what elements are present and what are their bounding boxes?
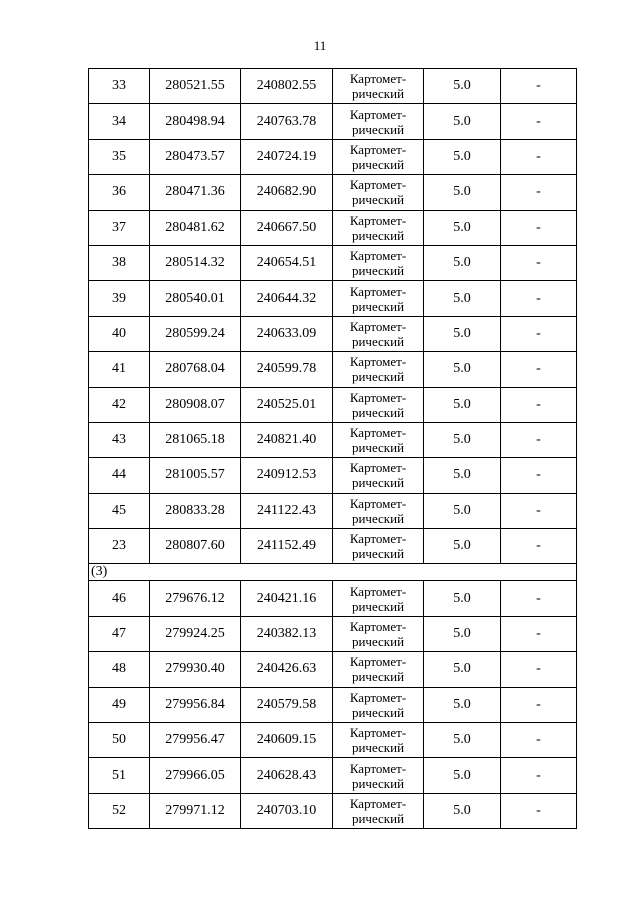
method-line-2: рический (351, 404, 405, 420)
method-line-2: рический (351, 156, 405, 172)
point-number-cell: 37 (89, 210, 150, 245)
table-row (89, 422, 577, 457)
y-coordinate-cell: 240382.13 (241, 616, 333, 651)
table-row (89, 758, 577, 793)
y-coordinate-cell: 240525.01 (241, 387, 333, 422)
point-number-cell: 34 (89, 104, 150, 139)
description-cell: - (501, 758, 577, 793)
description-cell: - (501, 245, 577, 280)
method-line-1: Картомет- (349, 389, 407, 405)
method-line-2: рический (351, 811, 405, 826)
precision-cell: 5.0 (424, 281, 501, 316)
method-line-1: Картомет- (349, 619, 407, 635)
description-cell: - (501, 352, 577, 387)
precision-cell: 5.0 (424, 652, 501, 687)
method-line-2: рический (351, 740, 405, 756)
table-row (89, 529, 577, 564)
table-row (89, 616, 577, 651)
y-coordinate-cell: 240802.55 (241, 69, 333, 104)
point-number-cell: 46 (89, 581, 150, 616)
precision-cell: 5.0 (424, 422, 501, 457)
point-number-cell: 52 (89, 793, 150, 828)
precision-cell: 5.0 (424, 687, 501, 722)
point-number-cell: 40 (89, 316, 150, 351)
point-number-cell: 33 (89, 69, 150, 104)
precision-cell: 5.0 (424, 493, 501, 528)
method-line-1: Картомет- (349, 106, 407, 122)
x-coordinate-cell: 280481.62 (150, 210, 241, 245)
method-cell (333, 210, 424, 245)
method-cell (333, 581, 424, 616)
x-coordinate-cell: 280514.32 (150, 245, 241, 280)
method-line-1: Картомет- (349, 654, 407, 670)
description-cell: - (501, 458, 577, 493)
y-coordinate-cell: 240724.19 (241, 139, 333, 174)
table-row (89, 493, 577, 528)
method-cell (333, 529, 424, 564)
method-line-2: рический (351, 227, 405, 243)
point-number-cell: 38 (89, 245, 150, 280)
method-line-1: Картомет- (349, 354, 407, 370)
method-cell (333, 387, 424, 422)
point-number-cell: 42 (89, 387, 150, 422)
table-row (89, 723, 577, 758)
y-coordinate-cell: 241122.43 (241, 493, 333, 528)
method-cell (333, 758, 424, 793)
point-number-cell: 43 (89, 422, 150, 457)
method-line-2: рический (351, 475, 405, 491)
precision-cell: 5.0 (424, 387, 501, 422)
point-number-cell: 39 (89, 281, 150, 316)
table-row (89, 175, 577, 210)
table-row (89, 687, 577, 722)
table-row (89, 281, 577, 316)
y-coordinate-cell: 240599.78 (241, 352, 333, 387)
method-line-1: Картомет- (349, 212, 407, 228)
precision-cell: 5.0 (424, 581, 501, 616)
method-line-2: рический (351, 598, 405, 614)
group-header-row (89, 564, 577, 581)
precision-cell: 5.0 (424, 175, 501, 210)
y-coordinate-cell: 240644.32 (241, 281, 333, 316)
method-cell (333, 723, 424, 758)
method-cell (333, 422, 424, 457)
method-cell (333, 245, 424, 280)
method-cell (333, 687, 424, 722)
method-cell (333, 352, 424, 387)
point-number-cell: 36 (89, 175, 150, 210)
method-line-2: рический (351, 704, 405, 720)
table-row (89, 316, 577, 351)
table-row (89, 581, 577, 616)
page-number: 11 (313, 38, 327, 53)
table-body-group-b (89, 581, 577, 829)
table-row (89, 139, 577, 174)
y-coordinate-cell: 241152.49 (241, 529, 333, 564)
method-line-1: Картомет- (349, 725, 407, 741)
method-line-1: Картомет- (349, 141, 407, 157)
y-coordinate-cell: 240667.50 (241, 210, 333, 245)
description-cell: - (501, 616, 577, 651)
method-line-1: Картомет- (349, 583, 407, 599)
method-line-2: рический (351, 298, 405, 314)
method-line-1: Картомет- (349, 689, 407, 705)
table-row (89, 793, 577, 828)
method-cell (333, 139, 424, 174)
y-coordinate-cell: 240654.51 (241, 245, 333, 280)
table-row (89, 352, 577, 387)
method-line-1: Картомет- (349, 531, 407, 547)
coordinates-table (88, 68, 577, 829)
method-line-1: Картомет- (349, 460, 407, 476)
x-coordinate-cell: 279930.40 (150, 652, 241, 687)
precision-cell: 5.0 (424, 210, 501, 245)
table-row (89, 210, 577, 245)
y-coordinate-cell: 240421.16 (241, 581, 333, 616)
point-number-cell: 49 (89, 687, 150, 722)
table-row (89, 104, 577, 139)
method-line-2: рический (351, 510, 405, 526)
point-number-cell: 47 (89, 616, 150, 651)
description-cell: - (501, 581, 577, 616)
description-cell: - (501, 793, 577, 828)
method-line-2: рический (351, 634, 405, 650)
x-coordinate-cell: 280471.36 (150, 175, 241, 210)
table-row (89, 652, 577, 687)
precision-cell: 5.0 (424, 104, 501, 139)
y-coordinate-cell: 240579.58 (241, 687, 333, 722)
method-cell (333, 316, 424, 351)
y-coordinate-cell: 240426.63 (241, 652, 333, 687)
point-number-cell: 51 (89, 758, 150, 793)
x-coordinate-cell: 280768.04 (150, 352, 241, 387)
method-cell (333, 616, 424, 651)
method-line-1: Картомет- (349, 495, 407, 511)
x-coordinate-cell: 279956.84 (150, 687, 241, 722)
description-cell: - (501, 104, 577, 139)
table-body-group-header (89, 564, 577, 581)
table-row (89, 69, 577, 104)
y-coordinate-cell: 240633.09 (241, 316, 333, 351)
precision-cell: 5.0 (424, 758, 501, 793)
precision-cell: 5.0 (424, 245, 501, 280)
table-row (89, 387, 577, 422)
method-line-2: рический (351, 192, 405, 208)
y-coordinate-cell: 240763.78 (241, 104, 333, 139)
method-line-2: рический (351, 263, 405, 279)
method-line-1: Картомет- (349, 796, 407, 811)
precision-cell: 5.0 (424, 69, 501, 104)
x-coordinate-cell: 280807.60 (150, 529, 241, 564)
x-coordinate-cell: 279956.47 (150, 723, 241, 758)
point-number-cell: 48 (89, 652, 150, 687)
point-number-cell: 50 (89, 723, 150, 758)
description-cell: - (501, 175, 577, 210)
method-line-2: рический (351, 669, 405, 685)
method-line-2: рический (351, 546, 405, 562)
y-coordinate-cell: 240821.40 (241, 422, 333, 457)
x-coordinate-cell: 280498.94 (150, 104, 241, 139)
precision-cell: 5.0 (424, 458, 501, 493)
method-cell (333, 793, 424, 828)
point-number-cell: 35 (89, 139, 150, 174)
y-coordinate-cell: 240703.10 (241, 793, 333, 828)
table-row (89, 245, 577, 280)
precision-cell: 5.0 (424, 723, 501, 758)
method-line-2: рический (351, 775, 405, 791)
description-cell: - (501, 281, 577, 316)
method-line-1: Картомет- (349, 177, 407, 193)
point-number-cell: 44 (89, 458, 150, 493)
precision-cell: 5.0 (424, 793, 501, 828)
x-coordinate-cell: 280599.24 (150, 316, 241, 351)
method-line-2: рический (351, 440, 405, 456)
x-coordinate-cell: 281065.18 (150, 422, 241, 457)
description-cell: - (501, 529, 577, 564)
table-body-group-a (89, 69, 577, 564)
precision-cell: 5.0 (424, 529, 501, 564)
method-line-1: Картомет- (349, 318, 407, 334)
method-line-1: Картомет- (349, 71, 407, 87)
x-coordinate-cell: 280473.57 (150, 139, 241, 174)
method-cell (333, 652, 424, 687)
description-cell: - (501, 139, 577, 174)
method-line-1: Картомет- (349, 248, 407, 264)
method-line-2: рический (351, 333, 405, 349)
method-line-2: рический (351, 369, 405, 385)
method-cell (333, 69, 424, 104)
method-line-2: рический (351, 86, 405, 102)
method-cell (333, 458, 424, 493)
description-cell: - (501, 687, 577, 722)
description-cell: - (501, 210, 577, 245)
description-cell: - (501, 69, 577, 104)
y-coordinate-cell: 240628.43 (241, 758, 333, 793)
x-coordinate-cell: 279966.05 (150, 758, 241, 793)
x-coordinate-cell: 280833.28 (150, 493, 241, 528)
x-coordinate-cell: 280540.01 (150, 281, 241, 316)
method-line-1: Картомет- (349, 425, 407, 441)
method-cell (333, 493, 424, 528)
description-cell: - (501, 652, 577, 687)
method-line-2: рический (351, 121, 405, 137)
description-cell: - (501, 422, 577, 457)
y-coordinate-cell: 240609.15 (241, 723, 333, 758)
y-coordinate-cell: 240682.90 (241, 175, 333, 210)
point-number-cell: 41 (89, 352, 150, 387)
method-line-1: Картомет- (349, 760, 407, 776)
method-line-1: Картомет- (349, 283, 407, 299)
description-cell: - (501, 493, 577, 528)
precision-cell: 5.0 (424, 616, 501, 651)
precision-cell: 5.0 (424, 139, 501, 174)
method-cell (333, 175, 424, 210)
method-cell (333, 104, 424, 139)
point-number-cell: 23 (89, 529, 150, 564)
x-coordinate-cell: 281005.57 (150, 458, 241, 493)
method-cell (333, 281, 424, 316)
y-coordinate-cell: 240912.53 (241, 458, 333, 493)
description-cell: - (501, 316, 577, 351)
description-cell: - (501, 723, 577, 758)
description-cell: - (501, 387, 577, 422)
x-coordinate-cell: 279924.25 (150, 616, 241, 651)
x-coordinate-cell: 279971.12 (150, 793, 241, 828)
x-coordinate-cell: 280908.07 (150, 387, 241, 422)
precision-cell: 5.0 (424, 352, 501, 387)
precision-cell: 5.0 (424, 316, 501, 351)
point-number-cell: 45 (89, 493, 150, 528)
x-coordinate-cell: 280521.55 (150, 69, 241, 104)
x-coordinate-cell: 279676.12 (150, 581, 241, 616)
group-label: (3) (89, 564, 577, 581)
table-row (89, 458, 577, 493)
